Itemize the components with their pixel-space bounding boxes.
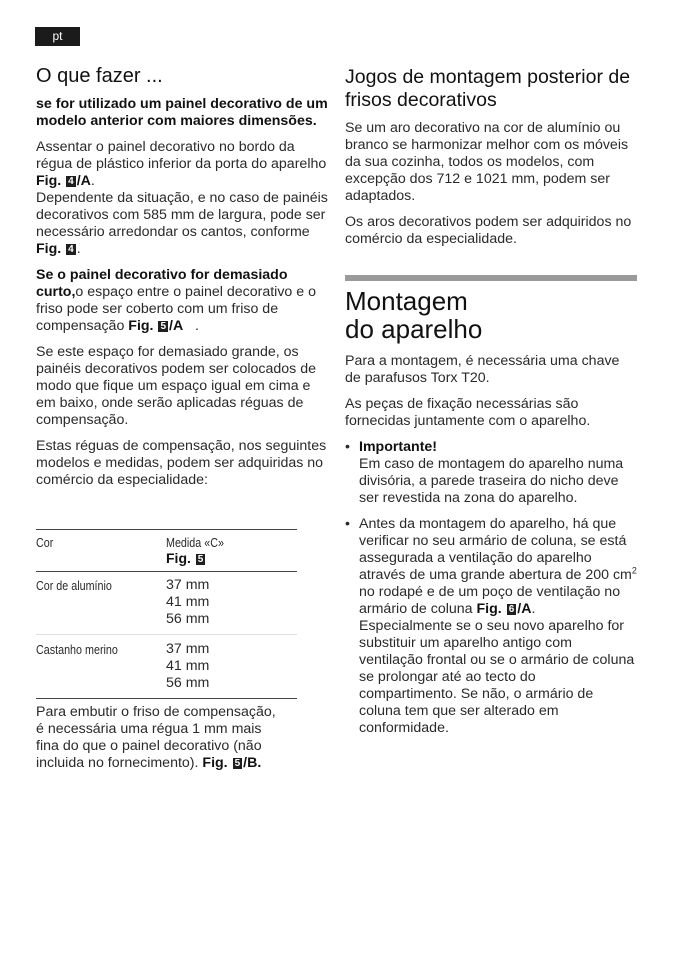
compensation-strips-table xyxy=(36,529,297,699)
left-column xyxy=(36,64,328,781)
bullet-icon: • xyxy=(345,516,350,532)
language-tab: pt xyxy=(35,27,80,46)
table-row xyxy=(36,635,297,699)
section-title-installation: Montagem do aparelho xyxy=(345,286,483,344)
row-value: 41 mm xyxy=(166,594,210,610)
paragraph-panel-too-short: Se o painel decorativo for demasiado curto,o espaço entre o painel decorativo e o friso pode ser coberto com um friso de compensação Fig. 5 /A . xyxy=(36,267,316,334)
list-item: • Antes da montagem do aparelho, há que verificar no seu armário de coluna, se está assegurada a ventilação do aparelho através de uma grande abertura de 200 $cm^2$ no rodapé e de um poço de ventilação no armário de coluna Fig. 6 /A. Especialmente se o seu novo aparelho for substituir um aparelho antigo com ventilação frontal ou se o armário de coluna se prolongar até ao tecto do compartimento. Se não, o armário de coluna tem que ser alterado em conformidade. xyxy=(345,516,637,736)
fig-reference: Fig. 4 xyxy=(36,241,74,257)
section-title-decorative-frames: Jogos de montagem posterior de frisos decorativos xyxy=(345,66,631,111)
paragraph-fixing-parts: As peças de fixação necessárias são fornecidas juntamente com o aparelho. xyxy=(345,396,591,429)
fig-reference: Fig. 6 /A xyxy=(476,601,532,617)
row-label: Castanho merino xyxy=(36,643,118,657)
row-label: Cor de alumínio xyxy=(36,579,112,593)
figure-number-badge: 6 xyxy=(508,604,515,615)
table-header-measure: Medida «C» xyxy=(166,536,224,550)
row-value: 37 mm xyxy=(166,641,210,657)
figure-number-badge: 5 xyxy=(234,758,241,769)
fig-reference: Fig. 5 /A xyxy=(128,318,184,334)
figure-number-badge: 5 xyxy=(197,554,204,565)
table-header-color: Cor xyxy=(36,536,54,550)
figure-number-badge: 4 xyxy=(68,176,74,187)
row-value: 37 mm xyxy=(166,577,210,593)
paragraph-note-ruler: Para embutir o friso de compensação, é necessária uma régua 1 mm mais fina do que o painel decorativo (não incluida no fornecimento). Fig. 5 /B. xyxy=(36,704,276,771)
paragraph-frames-purchase: Os aros decorativos podem ser adquiridos no comércio da especialidade. xyxy=(345,214,632,247)
paragraph-torx: Para a montagem, é necessária uma chave de parafusos Torx T20. xyxy=(345,353,620,386)
paragraph-space-too-large: Se este espaço for demasiado grande, os painéis decorativos podem ser colocados de modo que fique um espaço igual em cima e em baixo, onde serão aplicadas réguas de compensação. xyxy=(36,344,316,428)
paragraph-decorative-frame: Se um aro decorativo na cor de alumínio ou branco se harmonizar melhor com os móveis da sua cozinha, todos os modelos, com excepção dos 712 e 1021 mm, podem ser adaptados. xyxy=(345,120,629,204)
paragraph-assemble-panel: Assentar o painel decorativo no bordo da régua de plástico inferior da porta do aparelho Fig. 4 /A. Dependente da situação, e no caso de painéis decorativos com 585 mm de largura, pode ser necessário arredondar os cantos, conforme Fig. 4 . xyxy=(36,139,328,257)
row-value: 56 mm xyxy=(166,611,210,627)
bullet-icon: • xyxy=(345,439,350,455)
row-value: 41 mm xyxy=(166,658,210,674)
installation-notes-list xyxy=(345,439,637,737)
section-title-what-to-do: O que fazer ... xyxy=(36,65,163,87)
fig-reference: Fig. 4 /A xyxy=(36,173,91,189)
figure-number-badge: 4 xyxy=(68,244,74,255)
figure-number-badge: 5 xyxy=(160,321,167,332)
fig-reference: Fig. 5 xyxy=(166,550,204,566)
table-row xyxy=(36,572,297,635)
table-header-row xyxy=(36,530,297,572)
section-divider xyxy=(345,275,637,281)
row-value: 56 mm xyxy=(166,675,210,691)
right-column xyxy=(345,64,637,746)
list-item: • Importante! Em caso de montagem do aparelho numa divisória, a parede traseira do nicho deve ser revestida na zona do aparelho. xyxy=(345,439,624,506)
paragraph-compensation-strips: Estas réguas de compensação, nos seguintes modelos e medidas, podem ser adquiridas no comércio da especialidade: xyxy=(36,438,327,488)
fig-reference: Fig. 5 /B. xyxy=(202,755,262,771)
section-subtitle: se for utilizado um painel decorativo de um modelo anterior com maiores dimensões. xyxy=(36,96,328,129)
